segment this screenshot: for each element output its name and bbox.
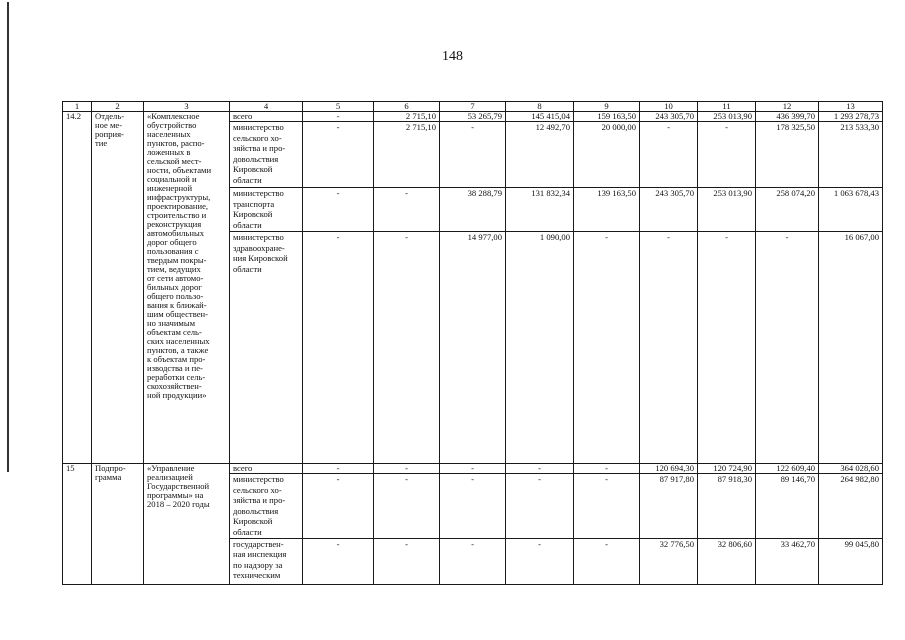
- amount-cell: 253 013,90: [698, 188, 756, 232]
- column-number-row: [63, 102, 883, 112]
- column-number-cell: 10: [640, 102, 698, 112]
- amount-cell: -: [506, 464, 574, 474]
- amount-cell: 32 806,60: [698, 538, 756, 584]
- amount-cell: 53 265,79: [440, 112, 506, 122]
- amount-cell: 1 063 678,43: [819, 188, 883, 232]
- amount-cell: -: [303, 188, 374, 232]
- funding-source-cell: министерство сельского хо- зяйства и про- довольствия Кировской области: [230, 474, 303, 539]
- amount-cell: -: [374, 538, 440, 584]
- amount-cell: -: [303, 112, 374, 122]
- column-number-cell: 3: [144, 102, 230, 112]
- row-number-cell: 15: [63, 464, 92, 585]
- amount-cell: -: [440, 464, 506, 474]
- funding-source-cell: министерство здравоохране- ния Кировской области: [230, 232, 303, 464]
- column-number-cell: 1: [63, 102, 92, 112]
- column-number-cell: 6: [374, 102, 440, 112]
- amount-cell: 99 045,80: [819, 538, 883, 584]
- amount-cell: 1 293 278,73: [819, 112, 883, 122]
- amount-cell: -: [640, 122, 698, 188]
- amount-cell: 122 609,40: [756, 464, 819, 474]
- item-type-cell: Отдель- ное ме- роприя- тие: [92, 112, 144, 464]
- funding-source-cell: всего: [230, 464, 303, 474]
- row-number-cell: 14.2: [63, 112, 92, 464]
- column-number-cell: 13: [819, 102, 883, 112]
- amount-cell: 131 832,34: [506, 188, 574, 232]
- amount-cell: -: [574, 464, 640, 474]
- amount-cell: -: [374, 474, 440, 539]
- page-number: 148: [442, 49, 463, 64]
- amount-cell: 87 918,30: [698, 474, 756, 539]
- column-number-cell: 9: [574, 102, 640, 112]
- item-name-cell: «Управление реализацией Государственной программы» на 2018 – 2020 годы: [144, 464, 230, 585]
- amount-cell: 32 776,50: [640, 538, 698, 584]
- amount-cell: 258 074,20: [756, 188, 819, 232]
- amount-cell: 33 462,70: [756, 538, 819, 584]
- amount-cell: -: [506, 538, 574, 584]
- amount-cell: 2 715,10: [374, 112, 440, 122]
- amount-cell: -: [698, 122, 756, 188]
- amount-cell: 14 977,00: [440, 232, 506, 464]
- amount-cell: 364 028,60: [819, 464, 883, 474]
- table-row: [63, 464, 883, 474]
- table-row: [63, 112, 883, 122]
- amount-cell: -: [756, 232, 819, 464]
- amount-cell: 89 146,70: [756, 474, 819, 539]
- amount-cell: -: [574, 538, 640, 584]
- amount-cell: 2 715,10: [374, 122, 440, 188]
- amount-cell: -: [574, 474, 640, 539]
- amount-cell: -: [374, 464, 440, 474]
- amount-cell: 38 288,79: [440, 188, 506, 232]
- amount-cell: -: [303, 122, 374, 188]
- amount-cell: -: [440, 474, 506, 539]
- column-number-cell: 12: [756, 102, 819, 112]
- column-number-cell: 5: [303, 102, 374, 112]
- amount-cell: -: [440, 538, 506, 584]
- amount-cell: 213 533,30: [819, 122, 883, 188]
- amount-cell: 159 163,50: [574, 112, 640, 122]
- amount-cell: -: [374, 232, 440, 464]
- amount-cell: 264 982,80: [819, 474, 883, 539]
- amount-cell: 16 067,00: [819, 232, 883, 464]
- funding-source-cell: министерство сельского хо- зяйства и про- довольствия Кировской области: [230, 122, 303, 188]
- item-name-cell: «Комплексное обустройство населенных пунктов, распо- ложенных в сельской мест- ности, объектами социальной и инженерной инфраструктуры, проектирование, строительство и реконструкция автомобильных дорог общего пользования с твердым покры- тием, ведущих от сети автомо- бильных дорог общего пользо- вания к ближай- шим обществен- но значимым объектам сель- ских населенных пунктов, а также к объектам про- изводства и пе- реработки сель- скохозяйствен- ной продукции»: [144, 112, 230, 464]
- amount-cell: 120 694,30: [640, 464, 698, 474]
- column-number-cell: 8: [506, 102, 574, 112]
- amount-cell: 243 305,70: [640, 188, 698, 232]
- amount-cell: -: [440, 122, 506, 188]
- column-number-cell: 7: [440, 102, 506, 112]
- amount-cell: -: [506, 474, 574, 539]
- left-edge-rule: [7, 2, 9, 472]
- column-number-cell: 2: [92, 102, 144, 112]
- item-type-cell: Подпро- грамма: [92, 464, 144, 585]
- amount-cell: 243 305,70: [640, 112, 698, 122]
- amount-cell: -: [303, 232, 374, 464]
- amount-cell: -: [303, 474, 374, 539]
- amount-cell: 12 492,70: [506, 122, 574, 188]
- budget-table: [62, 101, 883, 585]
- funding-source-cell: министерство транспорта Кировской области: [230, 188, 303, 232]
- amount-cell: 20 000,00: [574, 122, 640, 188]
- amount-cell: 145 415,04: [506, 112, 574, 122]
- funding-source-cell: всего: [230, 112, 303, 122]
- amount-cell: 120 724,90: [698, 464, 756, 474]
- amount-cell: -: [374, 188, 440, 232]
- amount-cell: 1 090,00: [506, 232, 574, 464]
- amount-cell: -: [303, 538, 374, 584]
- funding-source-cell: государствен- ная инспекция по надзору за техническим: [230, 538, 303, 584]
- amount-cell: -: [574, 232, 640, 464]
- amount-cell: 253 013,90: [698, 112, 756, 122]
- column-number-cell: 4: [230, 102, 303, 112]
- amount-cell: 87 917,80: [640, 474, 698, 539]
- amount-cell: 436 399,70: [756, 112, 819, 122]
- column-number-cell: 11: [698, 102, 756, 112]
- amount-cell: -: [303, 464, 374, 474]
- amount-cell: 139 163,50: [574, 188, 640, 232]
- amount-cell: -: [640, 232, 698, 464]
- amount-cell: -: [698, 232, 756, 464]
- amount-cell: 178 325,50: [756, 122, 819, 188]
